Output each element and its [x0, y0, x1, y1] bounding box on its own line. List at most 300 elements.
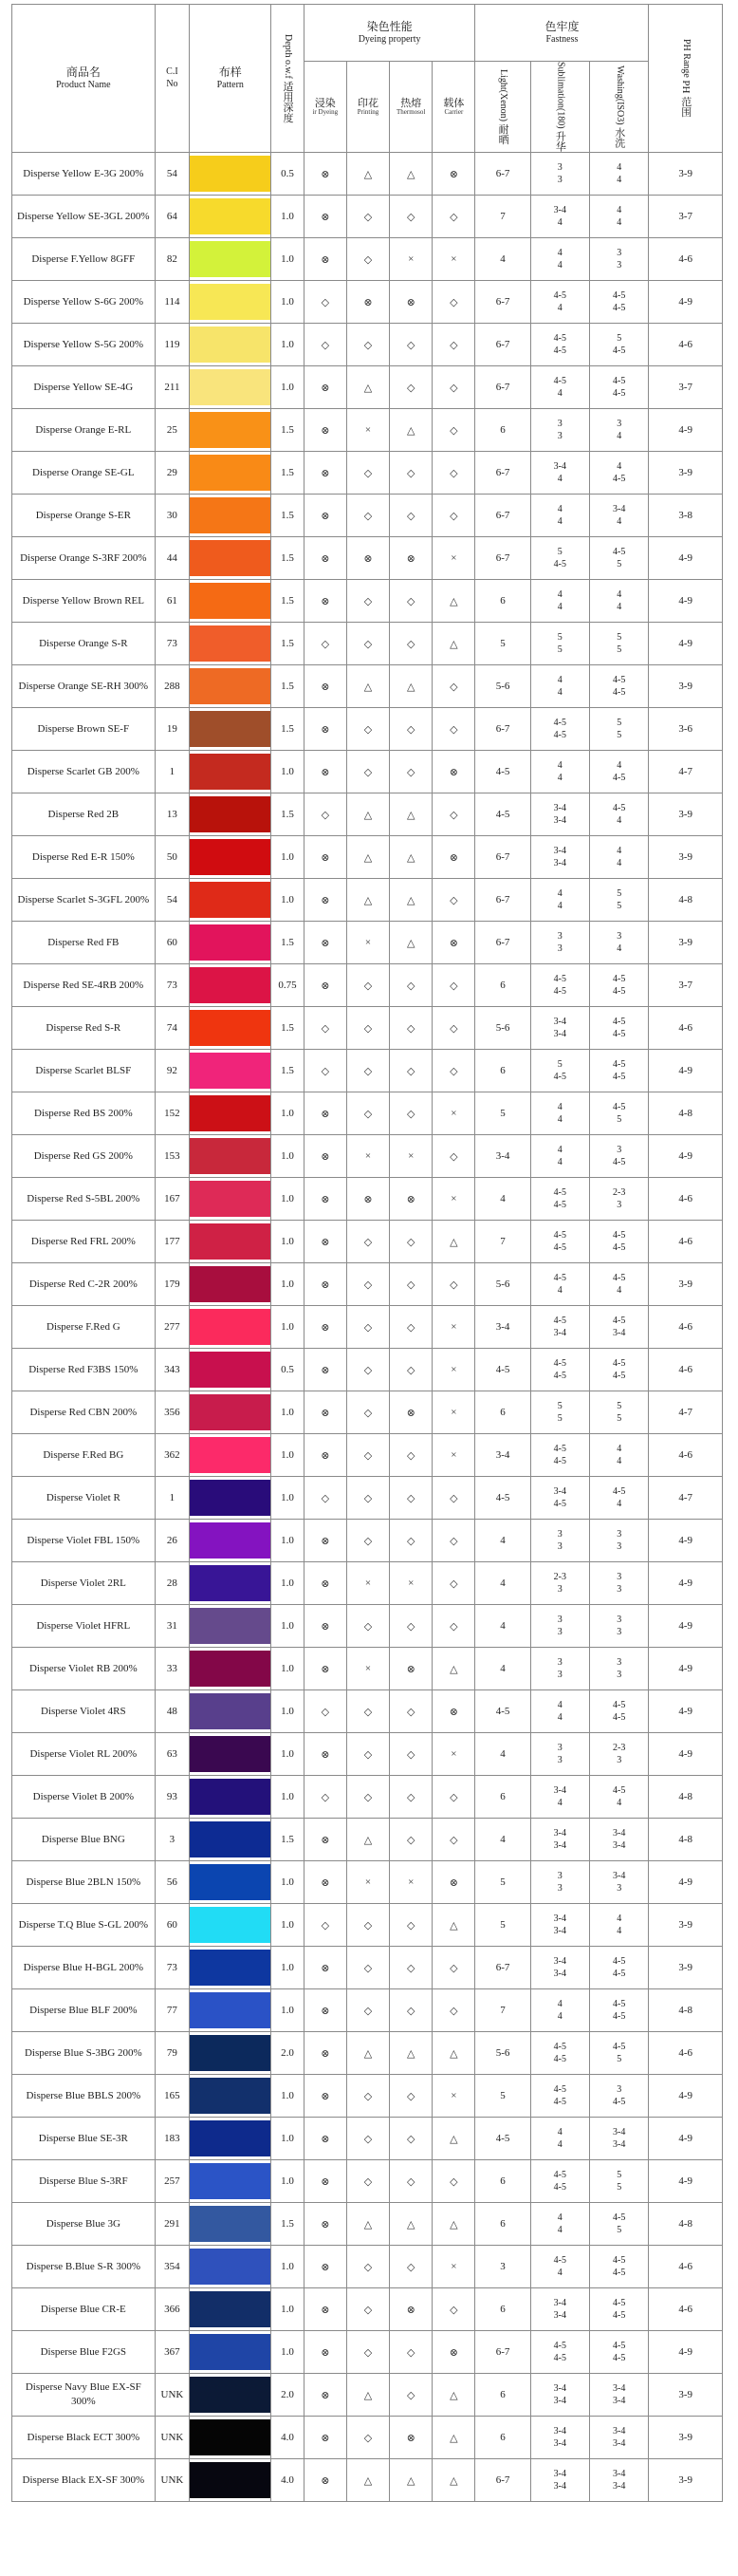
- ph-range-value: 4-9: [649, 409, 723, 452]
- sublimation-fastness-value: 3-4 3-4: [530, 1947, 589, 1989]
- product-name: Disperse Orange SE-RH 300%: [12, 665, 156, 708]
- light-fastness-value: 3-4: [475, 1306, 530, 1349]
- table-row: [12, 2246, 723, 2288]
- ph-range-value: 4-6: [649, 1306, 723, 1349]
- product-name: Disperse Scarlet GB 200%: [12, 751, 156, 793]
- ph-range-value: 4-8: [649, 2203, 723, 2246]
- ph-range-value: 3-9: [649, 2459, 723, 2502]
- thermosol-rating: △: [390, 409, 433, 452]
- color-swatch: [190, 241, 270, 277]
- pattern-cell: [190, 1391, 271, 1434]
- depth-header: Depth o.w.f 适用深度: [271, 5, 304, 153]
- pattern-cell: [190, 1904, 271, 1947]
- washing-fastness-value: 3 4-5: [589, 2075, 648, 2118]
- color-swatch: [190, 1480, 270, 1516]
- thermosol-rating: ◇: [390, 1007, 433, 1050]
- printing-rating: ◇: [346, 1904, 389, 1947]
- product-name: Disperse Black EX-SF 300%: [12, 2459, 156, 2502]
- printing-rating: △: [346, 2459, 389, 2502]
- table-row: [12, 1861, 723, 1904]
- ph-range-value: 4-8: [649, 1989, 723, 2032]
- exhaust-rating: ⊗: [304, 2075, 346, 2118]
- table-row: [12, 1648, 723, 1690]
- sublimation-fastness-value: 4 4: [530, 1989, 589, 2032]
- exhaust-rating: ⊗: [304, 153, 346, 196]
- depth-value: 1.0: [271, 1135, 304, 1178]
- light-fastness-value: 4: [475, 1605, 530, 1648]
- table-row: [12, 196, 723, 238]
- light-fastness-value: 4: [475, 1648, 530, 1690]
- depth-value: 0.5: [271, 153, 304, 196]
- depth-value: 1.5: [271, 580, 304, 623]
- light-fastness-value: 6-7: [475, 922, 530, 964]
- sublimation-fastness-value: 3 3: [530, 1861, 589, 1904]
- product-name: Disperse Red SE-4RB 200%: [12, 964, 156, 1007]
- color-swatch: [190, 1352, 270, 1388]
- table-row: [12, 153, 723, 196]
- light-fastness-value: 3-4: [475, 1434, 530, 1477]
- washing-fastness-value: 4-5 4-5: [589, 281, 648, 324]
- light-fastness-value: 6: [475, 2288, 530, 2331]
- color-swatch: [190, 1779, 270, 1815]
- pattern-cell: [190, 153, 271, 196]
- light-fastness-value: 5-6: [475, 1007, 530, 1050]
- ph-range-value: 4-6: [649, 1221, 723, 1263]
- color-swatch: [190, 1181, 270, 1217]
- table-row: [12, 1007, 723, 1050]
- color-swatch: [190, 284, 270, 320]
- ci-number: 1: [155, 751, 190, 793]
- sublimation-fastness-value: 4-5 4-5: [530, 1349, 589, 1391]
- printing-rating: ◇: [346, 238, 389, 281]
- color-swatch: [190, 1223, 270, 1260]
- sublimation-fastness-value: 3-4 3-4: [530, 2374, 589, 2417]
- depth-value: 1.0: [271, 1733, 304, 1776]
- pattern-cell: [190, 2246, 271, 2288]
- product-name: Disperse Yellow Brown REL: [12, 580, 156, 623]
- color-swatch: [190, 1950, 270, 1986]
- color-swatch: [190, 1565, 270, 1601]
- product-name: Disperse Blue F2GS: [12, 2331, 156, 2374]
- ci-number: 257: [155, 2160, 190, 2203]
- thermosol-rating: △: [390, 922, 433, 964]
- exhaust-rating: ⊗: [304, 1178, 346, 1221]
- table-header: [12, 5, 723, 153]
- product-name: Disperse B.Blue S-R 300%: [12, 2246, 156, 2288]
- pattern-cell: [190, 324, 271, 366]
- ci-number: 19: [155, 708, 190, 751]
- color-swatch: [190, 668, 270, 704]
- thermosol-rating: ◇: [390, 1904, 433, 1947]
- exhaust-rating: ⊗: [304, 495, 346, 537]
- thermosol-rating: ◇: [390, 196, 433, 238]
- printing-rating: ⊗: [346, 281, 389, 324]
- light-fastness-value: 6-7: [475, 2459, 530, 2502]
- thermosol-rating: ×: [390, 1562, 433, 1605]
- pattern-cell: [190, 537, 271, 580]
- ph-range-header: PH Range PH 范围: [649, 5, 723, 153]
- ci-number: 1: [155, 1477, 190, 1520]
- washing-fastness-value: 4-5 4-5: [589, 1050, 648, 1092]
- carrier-rating: ◇: [433, 1819, 475, 1861]
- color-swatch: [190, 455, 270, 491]
- sublimation-fastness-value: 4-5 4-5: [530, 708, 589, 751]
- light-fastness-value: 6-7: [475, 708, 530, 751]
- ci-number: 183: [155, 2118, 190, 2160]
- printing-rating: ◇: [346, 1776, 389, 1819]
- depth-value: 0.75: [271, 964, 304, 1007]
- light-fastness-value: 6: [475, 2203, 530, 2246]
- color-swatch: [190, 198, 270, 234]
- ph-range-value: 3-9: [649, 1263, 723, 1306]
- exhaust-rating: ⊗: [304, 2374, 346, 2417]
- exhaust-rating: ⊗: [304, 238, 346, 281]
- ph-range-value: 4-6: [649, 1434, 723, 1477]
- carrier-rating: ◇: [433, 1520, 475, 1562]
- thermosol-rating: ◇: [390, 2118, 433, 2160]
- washing-fastness-value: 3 4-5: [589, 1135, 648, 1178]
- color-swatch: [190, 839, 270, 875]
- pattern-cell: [190, 238, 271, 281]
- product-name: Disperse Blue SE-3R: [12, 2118, 156, 2160]
- sublimation-fastness-value: 5 4-5: [530, 537, 589, 580]
- washing-fastness-value: 3 4: [589, 409, 648, 452]
- sublimation-fastness-value: 5 4-5: [530, 1050, 589, 1092]
- ph-range-value: 4-9: [649, 2160, 723, 2203]
- color-swatch: [190, 711, 270, 747]
- light-fastness-value: 4-5: [475, 751, 530, 793]
- thermosol-rating: ◇: [390, 1733, 433, 1776]
- depth-value: 1.0: [271, 281, 304, 324]
- carrier-rating: ⊗: [433, 1861, 475, 1904]
- table-row: [12, 1947, 723, 1989]
- product-name: Disperse Blue CR-E: [12, 2288, 156, 2331]
- sublimation-fastness-value: 3 3: [530, 1733, 589, 1776]
- light-fastness-value: 4: [475, 238, 530, 281]
- washing-fastness-value: 4-5 4-5: [589, 665, 648, 708]
- depth-value: 1.5: [271, 922, 304, 964]
- printing-rating: ◇: [346, 1221, 389, 1263]
- ph-range-value: 3-9: [649, 153, 723, 196]
- carrier-rating: ◇: [433, 665, 475, 708]
- ci-number: 356: [155, 1391, 190, 1434]
- ph-range-value: 4-6: [649, 1178, 723, 1221]
- carrier-rating: ×: [433, 1306, 475, 1349]
- washing-fastness-value: 4-5 4-5: [589, 964, 648, 1007]
- exhaust-rating: ⊗: [304, 537, 346, 580]
- sublimation-fastness-value: 4 4: [530, 238, 589, 281]
- exhaust-rating: ◇: [304, 793, 346, 836]
- washing-fastness-value: 5 5: [589, 708, 648, 751]
- washing-fastness-value: 3-4 3-4: [589, 1819, 648, 1861]
- ci-number: 60: [155, 1904, 190, 1947]
- printing-rating: ⊗: [346, 1178, 389, 1221]
- sublimation-fastness-value: 3-4 4: [530, 452, 589, 495]
- pattern-cell: [190, 1221, 271, 1263]
- sublimation-fastness-value: 4-5 4: [530, 1263, 589, 1306]
- washing-fastness-value: 4-5 5: [589, 537, 648, 580]
- exhaust-rating: ◇: [304, 1477, 346, 1520]
- exhaust-rating: ◇: [304, 623, 346, 665]
- exhaust-rating: ⊗: [304, 665, 346, 708]
- depth-value: 1.0: [271, 836, 304, 879]
- ph-range-value: 4-6: [649, 2032, 723, 2075]
- ci-number: 343: [155, 1349, 190, 1391]
- thermosol-rating: ◇: [390, 1306, 433, 1349]
- pattern-cell: [190, 1520, 271, 1562]
- sublimation-fastness-value: 3 3: [530, 409, 589, 452]
- exhaust-rating: ⊗: [304, 922, 346, 964]
- thermosol-rating: ◇: [390, 1434, 433, 1477]
- carrier-rating: ⊗: [433, 2331, 475, 2374]
- pattern-cell: [190, 452, 271, 495]
- product-name: Disperse Blue 2BLN 150%: [12, 1861, 156, 1904]
- exhaust-rating: ⊗: [304, 409, 346, 452]
- depth-value: 1.0: [271, 1477, 304, 1520]
- depth-value: 1.0: [271, 1989, 304, 2032]
- color-swatch: [190, 1010, 270, 1046]
- depth-value: 1.0: [271, 1306, 304, 1349]
- carrier-rating: ◇: [433, 1776, 475, 1819]
- carrier-rating: ◇: [433, 2160, 475, 2203]
- ci-number: UNK: [155, 2459, 190, 2502]
- exhaust-rating: ⊗: [304, 2288, 346, 2331]
- color-swatch: [190, 1992, 270, 2028]
- pattern-cell: [190, 836, 271, 879]
- pattern-cell: [190, 793, 271, 836]
- thermosol-rating: ◇: [390, 452, 433, 495]
- table-row: [12, 2331, 723, 2374]
- ci-number: 82: [155, 238, 190, 281]
- sublimation-fastness-value: 3-4 4: [530, 1776, 589, 1819]
- table-row: [12, 1349, 723, 1391]
- depth-value: 2.0: [271, 2374, 304, 2417]
- product-name: Disperse Violet R: [12, 1477, 156, 1520]
- printing-rating: ◇: [346, 324, 389, 366]
- exhaust-rating: ⊗: [304, 1605, 346, 1648]
- product-name: Disperse Red CBN 200%: [12, 1391, 156, 1434]
- product-name: Disperse Blue BBLS 200%: [12, 2075, 156, 2118]
- printing-rating: ◇: [346, 1007, 389, 1050]
- ci-number: 165: [155, 2075, 190, 2118]
- thermosol-rating: ◇: [390, 1520, 433, 1562]
- pattern-cell: [190, 1007, 271, 1050]
- light-fastness-value: 6: [475, 2374, 530, 2417]
- light-fastness-value: 6-7: [475, 495, 530, 537]
- depth-value: 1.0: [271, 1434, 304, 1477]
- table-row: [12, 836, 723, 879]
- thermosol-rating: ◇: [390, 1221, 433, 1263]
- ci-number: 61: [155, 580, 190, 623]
- ci-number: 291: [155, 2203, 190, 2246]
- product-name: Disperse Scarlet S-3GFL 200%: [12, 879, 156, 922]
- sublimation-fastness-value: 3-4 4-5: [530, 1477, 589, 1520]
- pattern-cell: [190, 2160, 271, 2203]
- ci-number: 31: [155, 1605, 190, 1648]
- ph-range-value: 4-6: [649, 238, 723, 281]
- light-fastness-value: 4: [475, 1520, 530, 1562]
- pattern-cell: [190, 1947, 271, 1989]
- exhaust-rating: ⊗: [304, 1520, 346, 1562]
- light-fastness-value: 3: [475, 2246, 530, 2288]
- sublimation-fastness-value: 5 5: [530, 623, 589, 665]
- disperse-dye-table: [11, 4, 723, 2502]
- depth-value: 1.0: [271, 1605, 304, 1648]
- pattern-cell: [190, 1477, 271, 1520]
- exhaust-rating: ◇: [304, 1690, 346, 1733]
- ci-number: 153: [155, 1135, 190, 1178]
- printing-rating: ◇: [346, 452, 389, 495]
- carrier-rating: ×: [433, 1733, 475, 1776]
- exhaust-rating: ⊗: [304, 2160, 346, 2203]
- ph-range-value: 3-9: [649, 793, 723, 836]
- ci-number: 44: [155, 537, 190, 580]
- ci-number: 73: [155, 1947, 190, 1989]
- carrier-rating: △: [433, 1221, 475, 1263]
- printing-rating: △: [346, 2203, 389, 2246]
- product-name: Disperse Red FRL 200%: [12, 1221, 156, 1263]
- ph-range-value: 4-7: [649, 1391, 723, 1434]
- sublimation-fastness-value: 4 4: [530, 2203, 589, 2246]
- ci-number: 73: [155, 623, 190, 665]
- product-name: Disperse F.Red G: [12, 1306, 156, 1349]
- washing-fastness-value: 3-4 3-4: [589, 2374, 648, 2417]
- carrier-rating: ◇: [433, 964, 475, 1007]
- pattern-cell: [190, 1605, 271, 1648]
- product-name: Disperse Violet B 200%: [12, 1776, 156, 1819]
- light-fastness-value: 6: [475, 964, 530, 1007]
- washing-fastness-value: 4 4: [589, 1904, 648, 1947]
- table-row: [12, 1904, 723, 1947]
- table-row: [12, 1733, 723, 1776]
- thermosol-rating: ◇: [390, 2246, 433, 2288]
- ph-range-value: 4-8: [649, 1819, 723, 1861]
- pattern-cell: [190, 922, 271, 964]
- thermosol-rating: △: [390, 665, 433, 708]
- light-fastness-value: 5: [475, 1861, 530, 1904]
- product-name: Disperse Blue S-3RF: [12, 2160, 156, 2203]
- washing-fastness-value: 5 5: [589, 2160, 648, 2203]
- carrier-rating: ⊗: [433, 1690, 475, 1733]
- depth-value: 1.0: [271, 2246, 304, 2288]
- printing-rating: ◇: [346, 1349, 389, 1391]
- light-fastness-value: 6-7: [475, 2331, 530, 2374]
- ph-range-value: 4-9: [649, 1135, 723, 1178]
- pattern-cell: [190, 1562, 271, 1605]
- ci-number: 63: [155, 1733, 190, 1776]
- depth-value: 1.5: [271, 1819, 304, 1861]
- carrier-rating: △: [433, 1904, 475, 1947]
- color-swatch: [190, 583, 270, 619]
- ph-range-value: 3-9: [649, 452, 723, 495]
- table-row: [12, 665, 723, 708]
- ci-number: 30: [155, 495, 190, 537]
- ph-range-value: 4-9: [649, 2075, 723, 2118]
- depth-value: 1.5: [271, 537, 304, 580]
- ph-range-value: 4-9: [649, 1648, 723, 1690]
- thermosol-rating: ◇: [390, 1263, 433, 1306]
- printing-rating: ◇: [346, 2288, 389, 2331]
- printing-rating: ◇: [346, 196, 389, 238]
- printing-header: 印花 Printing: [346, 62, 389, 153]
- carrier-rating: ◇: [433, 452, 475, 495]
- product-name: Disperse T.Q Blue S-GL 200%: [12, 1904, 156, 1947]
- color-swatch: [190, 1821, 270, 1857]
- washing-fastness-value: 4 4: [589, 580, 648, 623]
- table-row: [12, 1562, 723, 1605]
- washing-fastness-value: 4-5 4-5: [589, 2288, 648, 2331]
- pattern-cell: [190, 2417, 271, 2459]
- sublimation-fastness-value: 4-5 4-5: [530, 324, 589, 366]
- carrier-rating: ×: [433, 1349, 475, 1391]
- exhaust-rating: ⊗: [304, 1306, 346, 1349]
- table-row: [12, 537, 723, 580]
- printing-rating: ◇: [346, 1947, 389, 1989]
- table-body: [12, 153, 723, 2502]
- carrier-rating: ◇: [433, 1562, 475, 1605]
- color-swatch: [190, 1907, 270, 1943]
- washing-fastness-value: 3-4 3-4: [589, 2118, 648, 2160]
- depth-value: 1.5: [271, 793, 304, 836]
- pattern-cell: [190, 196, 271, 238]
- ph-range-value: 4-6: [649, 1349, 723, 1391]
- color-swatch: [190, 2377, 270, 2413]
- depth-value: 0.5: [271, 1349, 304, 1391]
- product-name: Disperse Blue BNG: [12, 1819, 156, 1861]
- color-swatch: [190, 2163, 270, 2199]
- thermosol-rating: ◇: [390, 2331, 433, 2374]
- pattern-cell: [190, 409, 271, 452]
- sublimation-fastness-value: 3-4 3-4: [530, 793, 589, 836]
- carrier-rating: ⊗: [433, 751, 475, 793]
- depth-value: 4.0: [271, 2459, 304, 2502]
- carrier-rating: ⊗: [433, 922, 475, 964]
- depth-value: 1.5: [271, 1050, 304, 1092]
- pattern-cell: [190, 580, 271, 623]
- exhaust-rating: ⊗: [304, 1989, 346, 2032]
- washing-fastness-value: 4-5 4-5: [589, 1690, 648, 1733]
- carrier-rating: ◇: [433, 2288, 475, 2331]
- sublimation-fastness-value: 3-4 3-4: [530, 836, 589, 879]
- washing-fastness-value: 3 3: [589, 1648, 648, 1690]
- washing-fastness-value: 4-5 5: [589, 2032, 648, 2075]
- exhaust-rating: ⊗: [304, 1092, 346, 1135]
- depth-value: 1.0: [271, 1263, 304, 1306]
- product-name: Disperse Yellow S-6G 200%: [12, 281, 156, 324]
- exhaust-rating: ⊗: [304, 2246, 346, 2288]
- pattern-cell: [190, 2075, 271, 2118]
- product-name: Disperse Red S-R: [12, 1007, 156, 1050]
- ph-range-value: 4-9: [649, 623, 723, 665]
- product-name: Disperse Black ECT 300%: [12, 2417, 156, 2459]
- sublimation-fastness-value: 3-4 3-4: [530, 1819, 589, 1861]
- depth-value: 1.0: [271, 2160, 304, 2203]
- exhaust-rating: ⊗: [304, 1861, 346, 1904]
- light-fastness-value: 6: [475, 1050, 530, 1092]
- pattern-cell: [190, 879, 271, 922]
- sublimation-fastness-value: 4-5 4: [530, 366, 589, 409]
- depth-value: 1.0: [271, 1690, 304, 1733]
- product-name: Disperse Yellow SE-3GL 200%: [12, 196, 156, 238]
- light-fastness-value: 6: [475, 409, 530, 452]
- color-swatch: [190, 967, 270, 1003]
- exhaust-rating: ⊗: [304, 1648, 346, 1690]
- thermosol-rating: △: [390, 2203, 433, 2246]
- sublimation-fastness-value: 4-5 4-5: [530, 2075, 589, 2118]
- carrier-rating: ◇: [433, 366, 475, 409]
- light-fastness-value: 4: [475, 1562, 530, 1605]
- thermosol-rating: ◇: [390, 1349, 433, 1391]
